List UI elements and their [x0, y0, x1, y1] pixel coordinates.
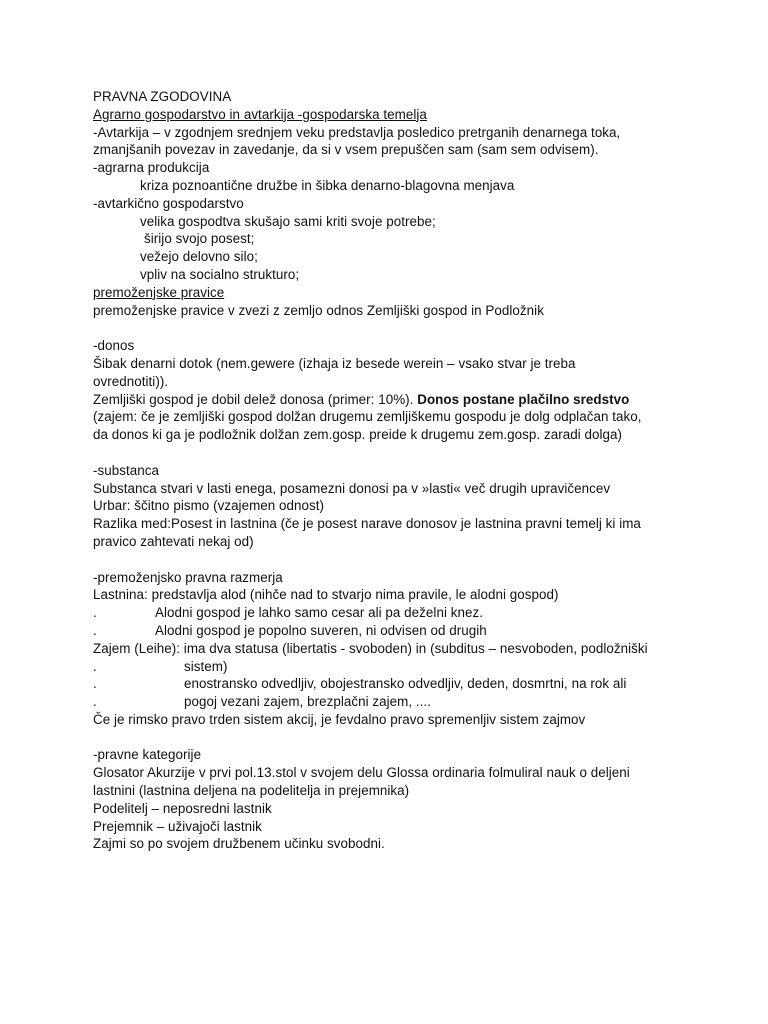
list-item: vpliv na socialno strukturo; — [140, 266, 300, 282]
list-item: velika gospodtva skušajo sami kriti svoje potrebe; — [140, 213, 436, 229]
paragraph-line: Prejemnik – uživajoči lastnik — [93, 818, 262, 834]
subsection-label-donos: -donos — [93, 338, 135, 354]
paragraph-line: da donos ki ga je podložnik dolžan zem.gosp. preide k drugemu zem.gosp. zaradi dolga) — [93, 427, 623, 443]
paragraph-line: Zajmi so po svojem družbenem učinku svobodni. — [93, 836, 385, 852]
subsection-label-razmerja: -premoženjsko pravna razmerja — [93, 569, 283, 585]
list-item: širijo svojo posest; — [144, 231, 255, 247]
paragraph-line: Razlika med:Posest in lastnina (če je posest narave donosov je lastnina pravni temelj ki ima — [93, 516, 641, 532]
dotted-line-text: Alodni gospod je lahko samo cesar ali pa deželni knez. — [155, 605, 483, 621]
paragraph-line: ovrednotiti)). — [93, 373, 169, 389]
paragraph-line: Šibak denarni dotok (nem.gewere (izhaja iz besede werein – vsako stvar je treba — [93, 355, 576, 371]
paragraph-line: zmanjšanih povezav in zavedanje, da si v vsem prepuščen sam (sam sem odvisem). — [93, 142, 599, 158]
dot-marker: . — [93, 694, 97, 710]
list-item: vežejo delovno silo; — [140, 249, 258, 265]
dot-marker: . — [93, 622, 97, 638]
paragraph-line — [93, 391, 733, 409]
paragraph-line: premoženjske pravice v zvezi z zemljo odnos Zemljiški gospod in Podložnik — [93, 302, 544, 318]
paragraph-line: pravico zahtevati nekaj od) — [93, 533, 254, 549]
paragraph-line: lastnini (lastnina deljena na podelitelja in prejemnika) — [93, 783, 410, 799]
indented-line: kriza poznoantične družbe in šibka denarno-blagovna menjava — [140, 177, 515, 193]
dotted-line-text: pogoj vezani zajem, brezplačni zajem, .... — [184, 694, 431, 710]
section-heading-premozenjske: premoženjske pravice — [93, 284, 225, 300]
paragraph-line: (zajem: če je zemljiški gospod dolžan drugemu zemljiškemu gospodu je dolg odplačan tako, — [93, 409, 642, 425]
paragraph-line: -Avtarkija – v zgodnjem srednjem veku predstavlja posledico pretrganih denarnega toka, — [93, 124, 621, 140]
paragraph-line: Lastnina: predstavlja alod (nihče nad to stvarjo nima pravile, le alodni gospod) — [93, 587, 559, 603]
dotted-line — [93, 604, 733, 622]
section-heading-agrarno: Agrarno gospodarstvo in avtarkija -gospodarska temelja — [93, 106, 427, 122]
dotted-line-text: sistem) — [184, 658, 228, 674]
paragraph-line: Urbar: ščitno pismo (vzajemen odnost) — [93, 498, 325, 514]
paragraph-line: Substanca stvari v lasti enega, posamezni donosi pa v »lasti« več drugih upravičencev — [93, 480, 611, 496]
paragraph-line: -agrarna produkcija — [93, 160, 210, 176]
dot-marker: . — [93, 658, 97, 674]
dot-marker: . — [93, 605, 97, 621]
dotted-line-text: Alodni gospod je popolno suveren, ni odvisen od drugih — [155, 622, 487, 638]
document-title: PRAVNA ZGODOVINA — [93, 89, 232, 104]
dotted-line-text: enostransko odvedljiv, obojestransko odvedljiv, deden, dosmrtni, na rok ali — [184, 676, 627, 692]
dotted-line — [93, 622, 733, 640]
blank-line — [93, 551, 733, 569]
paragraph-line: Podelitelj – neposredni lastnik — [93, 800, 272, 816]
paragraph-line: -avtarkično gospodarstvo — [93, 195, 244, 211]
subsection-label-kategorije: -pravne kategorije — [93, 747, 202, 763]
paragraph-line: Zajem (Leihe): ima dva statusa (libertatis - svoboden) in (subditus – nesvoboden, podložniški — [93, 640, 648, 656]
blank-line — [93, 729, 733, 747]
dotted-line — [93, 693, 733, 711]
paragraph-line: Glosator Akurzije v prvi pol.13.stol v svojem delu Glossa ordinaria folmuliral nauk o deljeni — [93, 765, 630, 781]
paragraph-text: Zemljiški gospod je dobil delež donosa (primer: 10%). — [93, 391, 418, 407]
blank-line — [93, 444, 733, 462]
document-body — [93, 88, 733, 853]
dotted-line — [93, 675, 733, 693]
dotted-line — [93, 658, 733, 676]
bold-text: Donos postane plačilno sredstvo — [417, 391, 630, 407]
paragraph-line: Če je rimsko pravo trden sistem akcij, je fevdalno pravo spremenljiv sistem zajmov — [93, 711, 586, 727]
subsection-label-substanca: -substanca — [93, 462, 160, 478]
dot-marker: . — [93, 676, 97, 692]
blank-line — [93, 319, 733, 337]
